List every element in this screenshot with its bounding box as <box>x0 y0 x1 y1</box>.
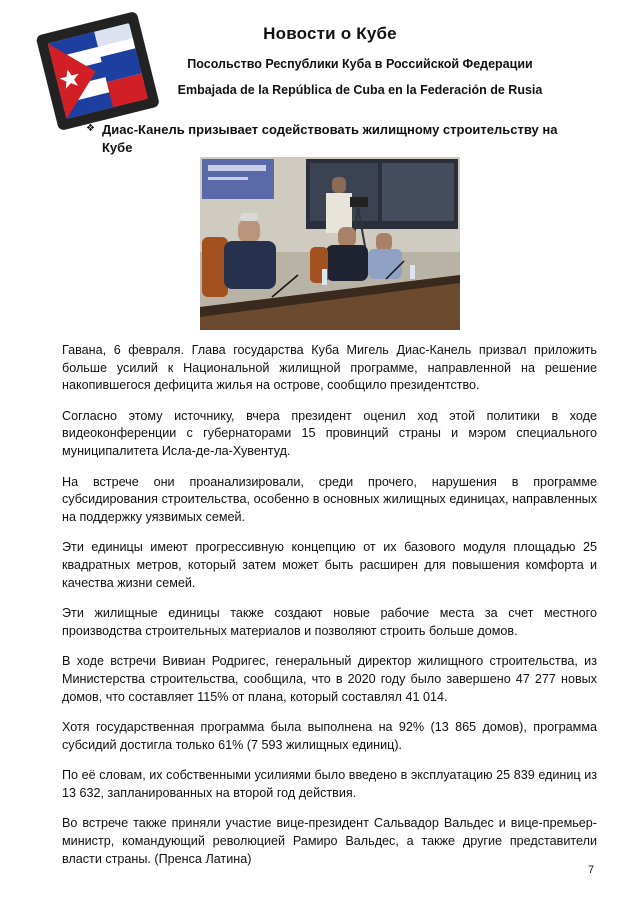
paragraph: Эти единицы имеют прогрессивную концепцию от их базового модуля площадью 25 квадратных метров, который затем может быть расширен для повышения комфорта и качества жизни семей. <box>62 540 597 590</box>
paragraph: Во встрече также приняли участие вице-президент Сальвадор Вальдес и вице-премьер-министр, командующий революцией Рамиро Вальдес, а также другие представители власти страны. (Пренса Латина) <box>62 816 597 866</box>
paragraph: Гавана, 6 февраля. Глава государства Куба Мигель Диас-Канель призвал приложить больше усилий к Национальной жилищной программе, направленной на решение накопившегося дефицита жилья на острове, сообщило президентство. <box>62 343 597 393</box>
page-title: Новости о Кубе <box>263 24 397 43</box>
paragraph: Эти жилищные единицы также создают новые рабочие места за счет местного производства строительных материалов и позволяют строить больше домов. <box>62 606 597 638</box>
paragraph: Хотя государственная программа была выполнена на 92% (13 865 домов), программа субсидий достигла только 61% (7 593 жилищных единиц). <box>62 720 597 752</box>
article-body <box>62 342 597 881</box>
meeting-photo <box>200 157 460 330</box>
article-title-text: Диас-Канель призывает содействовать жилищному строительству на Кубе <box>102 122 558 155</box>
embassy-name-ru: Посольство Республики Куба в Российской Федерации <box>187 57 533 71</box>
paragraph: На встрече они проанализировали, среди прочего, нарушения в программе субсидирования строительства, особенно в основных жилищных единицах, направленных на поддержку уязвимых семей. <box>62 474 597 524</box>
article-title <box>86 121 586 157</box>
paragraph: Согласно этому источнику, вчера президент оценил ход этой политики в ходе видеоконференции с губернаторами 15 провинций страны и мэром специального муниципалитета Исла-де-ла-Хувентуд. <box>62 408 597 458</box>
bullet-icon: ❖ <box>86 123 95 134</box>
paragraph: В ходе встречи Вивиан Родригес, генеральный директор жилищного строительства, из Министерства строительства, сообщила, что в 2020 году было завершено 47 277 новых домов, что составляет 115% от плана, который составлял 41 014. <box>62 654 597 704</box>
meeting-photo-image <box>200 157 460 330</box>
paragraph: По её словам, их собственными усилиями было введено в эксплуатацию 25 839 единиц из 13 632, запланированных на второй год действия. <box>62 768 597 800</box>
embassy-name-es: Embajada de la República de Cuba en la Federación de Rusia <box>177 83 543 97</box>
page-number: 7 <box>588 864 595 876</box>
